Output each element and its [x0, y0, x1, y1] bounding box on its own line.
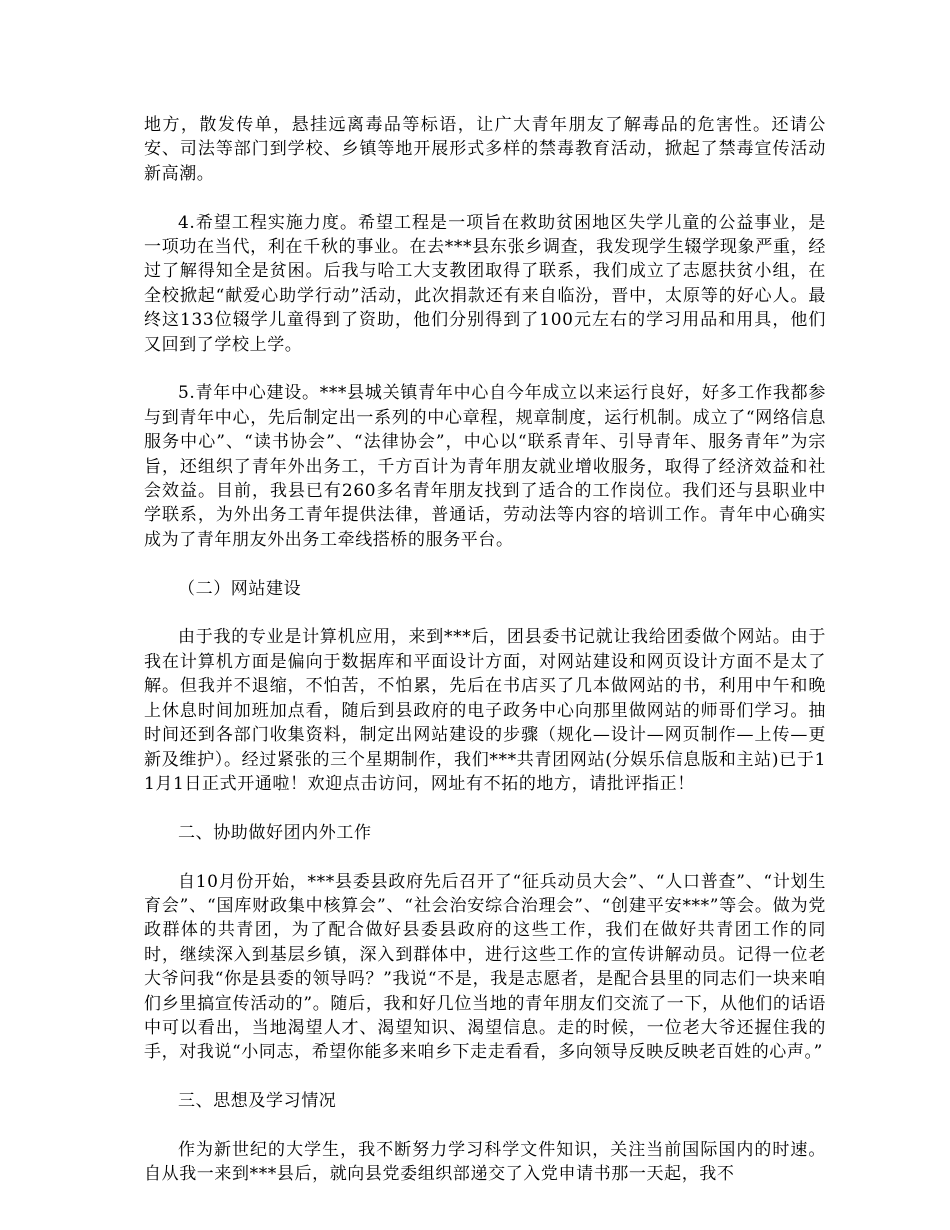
paragraph-hope-project: 4.希望工程实施力度。希望工程是一项旨在救助贫困地区失学儿童的公益事业，是一项功在当代，利在千秋的事业。在去***县东张乡调查，我发现学生辍学现象严重，经过了解得知全是贫困。后我与哈工大支教团取得了联系，我们成立了志愿扶贫小组，在全校掀起“献爱心助学行动”活动，此次捐款还有来自临汾，晋中，太原等的好心人。最终这133位辍学儿童得到了资助，他们分别得到了100元左右的学习用品和用具，他们又回到了学校上学。	[144, 212, 826, 355]
section-heading-thought-study: 三、思想及学习情况	[178, 1091, 337, 1112]
document-body	[144, 113, 826, 1187]
section-heading-assist-work: 二、协助做好团内外工作	[178, 822, 372, 843]
paragraph-website-building: 由于我的专业是计算机应用，来到***后，团县委书记就让我给团委做个网站。由于我在计算机方面是偏向于数据库和平面设计方面，对网站建设和网页设计方面不是太了解。但我并不退缩，不怕苦，不怕累，先后在书店买了几本做网站的书，利用中午和晚上休息时间加班加点看，随后到县政府的电子政务中心向那里做网站的师哥们学习。抽时间还到各部门收集资料，制定出网站建设的步骤（规化—设计—网页制作—上传—更新及维护）。经过紧张的三个星期制作，我们***共青团网站(分娱乐信息版和主站)已于11月1日正式开通啦！欢迎点击访问，网址有不拓的地方，请批评指正！	[144, 627, 826, 794]
paragraph-drug-prevention-continued: 地方，散发传单，悬挂远离毒品等标语，让广大青年朋友了解毒品的危害性。还请公安、司法等部门到学校、乡镇等地开展形式多样的禁毒教育活动，掀起了禁毒宣传活动新高潮。	[144, 115, 826, 184]
paragraph-youth-center: 5.青年中心建设。***县城关镇青年中心自今年成立以来运行良好，好多工作我都参与到青年中心，先后制定出一系列的中心章程，规章制度，运行机制。成立了“网络信息服务中心”、“读书协会”、“法律协会”，中心以“联系青年、引导青年、服务青年”为宗旨，还组织了青年外出务工，千方百计为青年朋友就业增收服务，取得了经济效益和社会效益。目前，我县已有260多名青年朋友找到了适合的工作岗位。我们还与县职业中学联系，为外出务工青年提供法律，普通话，劳动法等内容的培训工作。青年中心确实成为了青年朋友外出务工牵线搭桥的服务平台。	[144, 383, 826, 550]
section-heading-website: （二）网站建设	[178, 578, 302, 599]
paragraph-thought-study: 作为新世纪的大学生，我不断努力学习科学文件知识，关注当前国际国内的时速。自从我一来到***县后，就向县党委组织部递交了入党申请书那一天起，我不	[144, 1139, 826, 1185]
paragraph-assist-work: 自10月份开始，***县委县政府先后召开了“征兵动员大会”、“人口普查”、“计划生育会”、“国库财政集中核算会”、“社会治安综合治理会”、“创建平安***”等会。做为党政群体的共青团，为了配合做好县委县政府的这些工作，我们在做好共青团工作的同时，继续深入到基层乡镇，深入到群体中，进行这些工作的宣传讲解动员。记得一位老大爷问我“你是县委的领导吗？”我说“不是，我是志愿者，是配合县里的同志们一块来咱们乡里搞宣传活动的”。随后，我和好几位当地的青年朋友们交流了一下，从他们的话语中可以看出，当地渴望人才、渴望知识、渴望信息。走的时候，一位老大爷还握住我的手，对我说“小同志，希望你能多来咱乡下走走看看，多向领导反映反映老百姓的心声。”	[144, 871, 826, 1063]
